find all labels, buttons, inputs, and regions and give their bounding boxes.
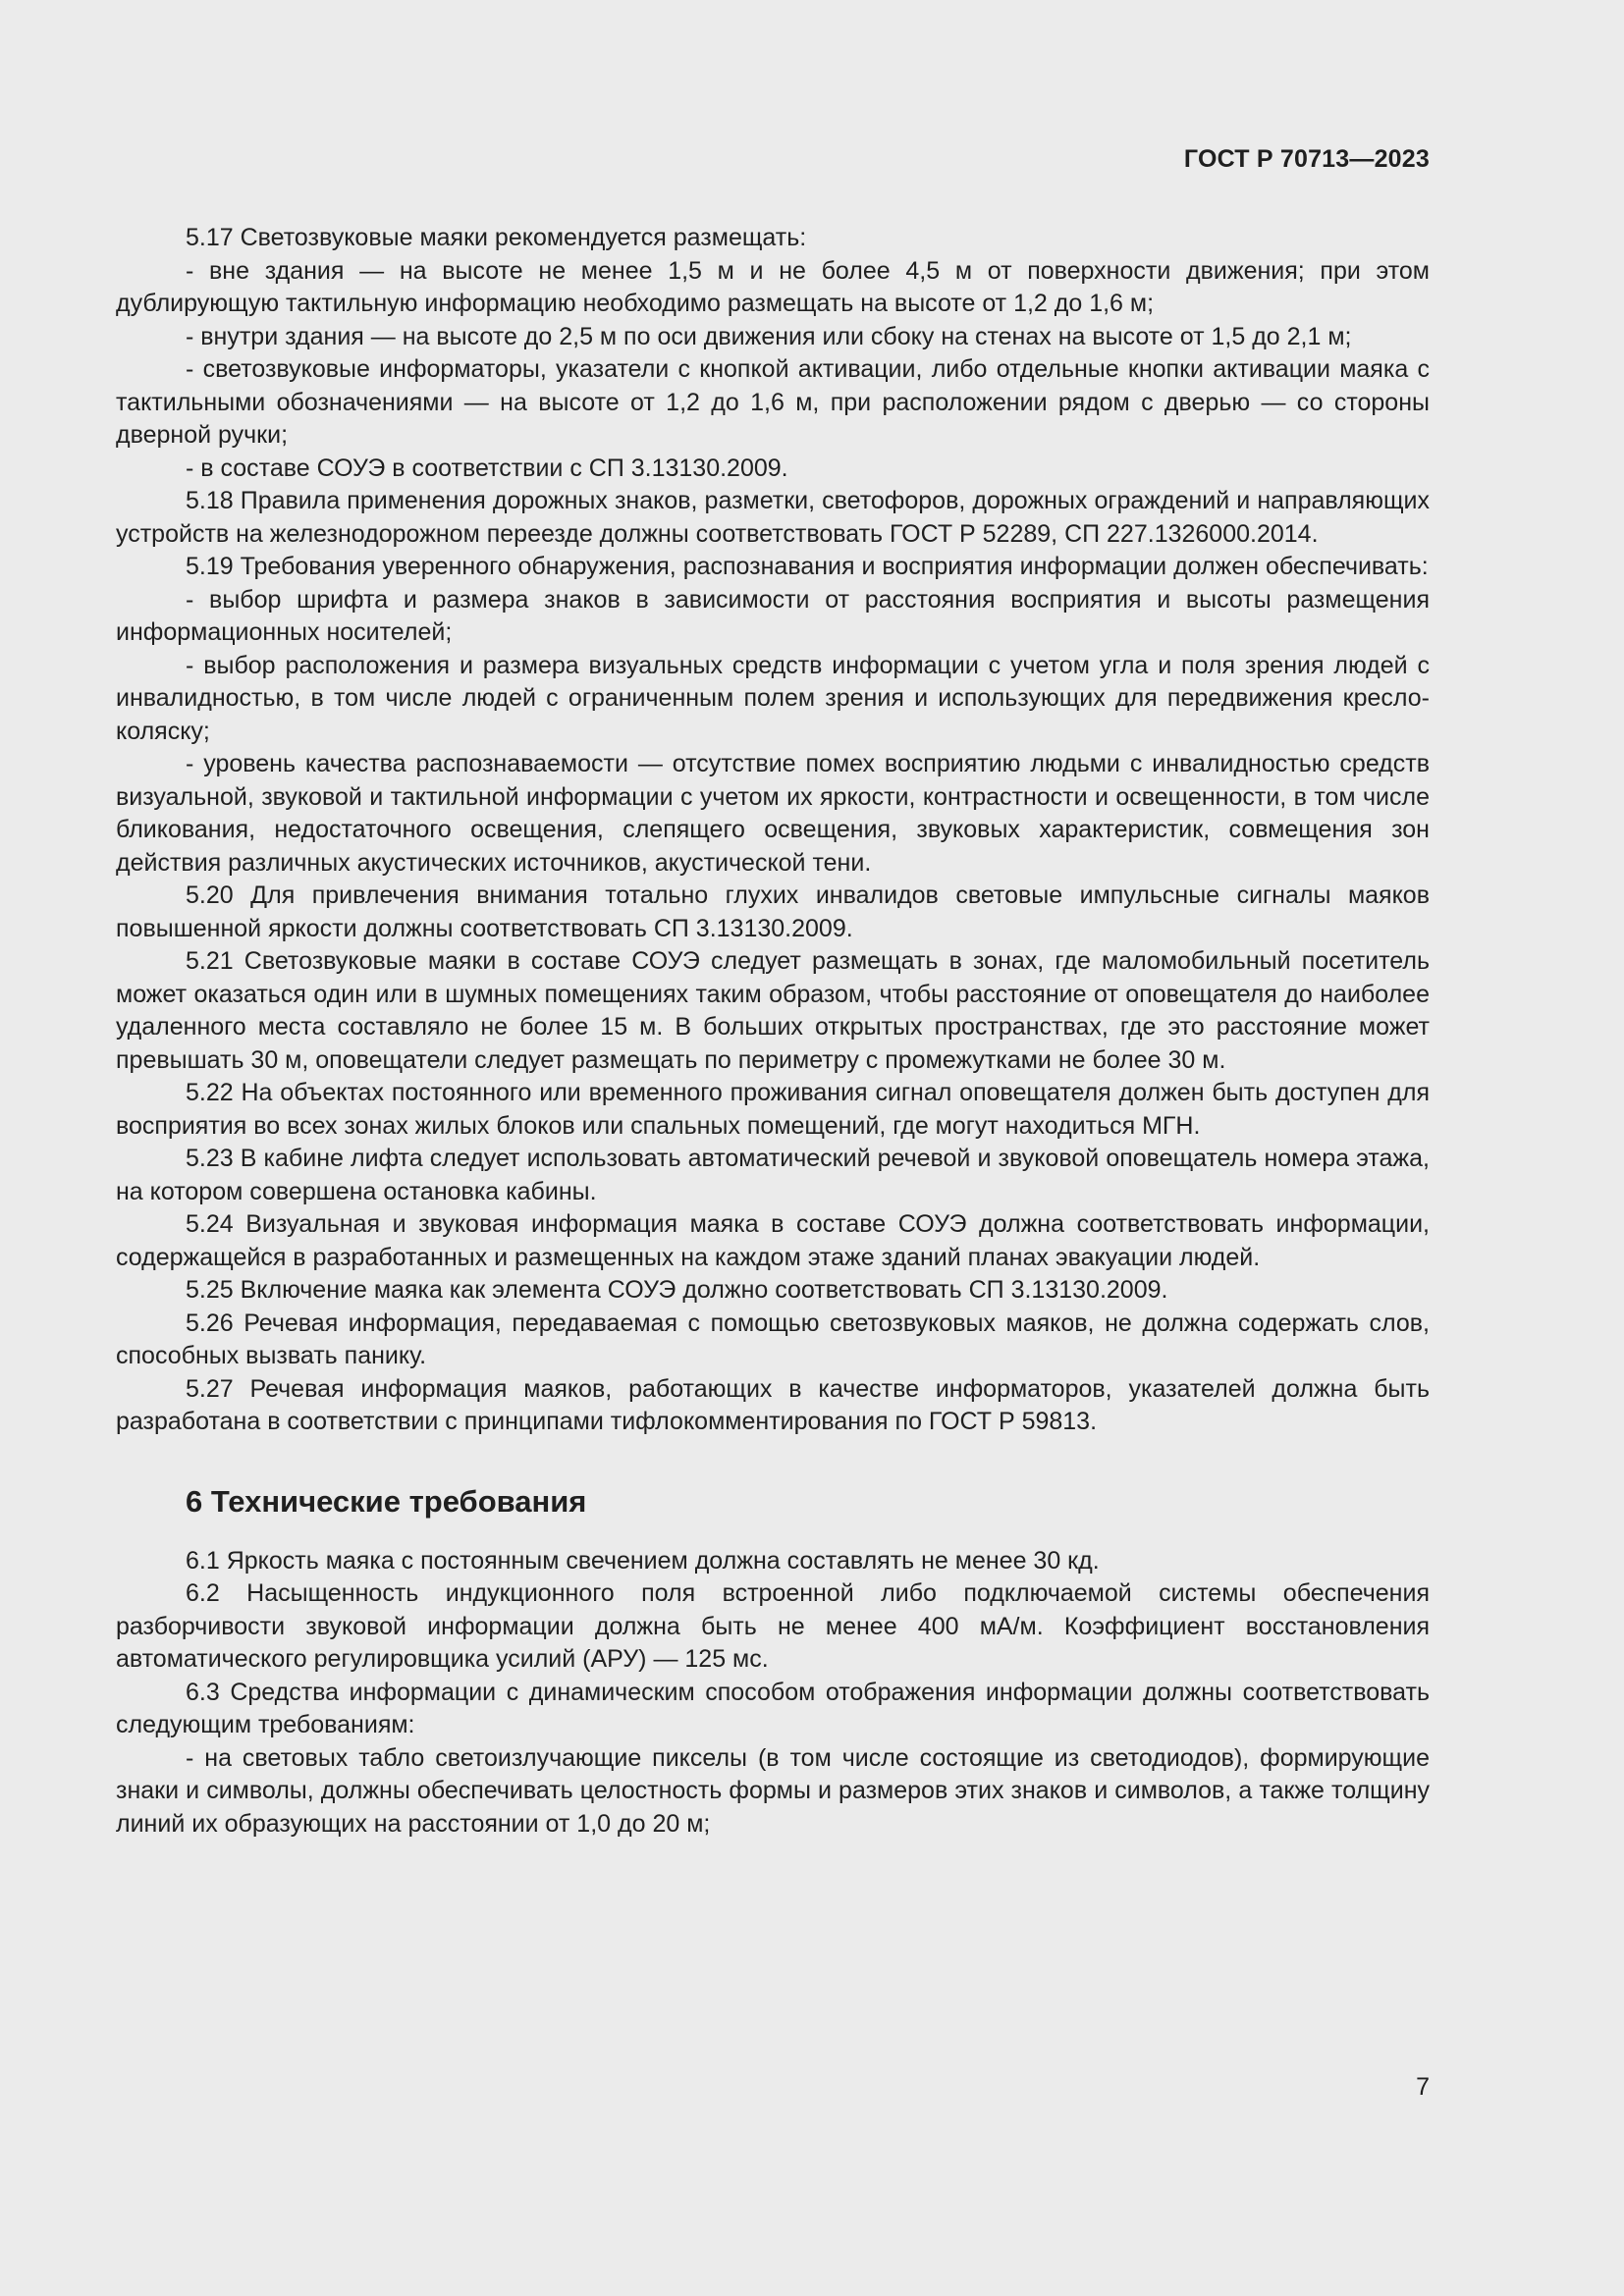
clause-5-19: 5.19 Требования уверенного обнаружения, распознавания и восприятия информации должен обеспечивать: bbox=[186, 553, 1429, 580]
page-number: 7 bbox=[1416, 2073, 1430, 2101]
clause-5-24: 5.24 Визуальная и звуковая информация маяка в составе СОУЭ должна соответствовать информации, содержащейся в разработанных и размещенных на каждом этаже зданий планах эвакуации людей. bbox=[116, 1210, 1430, 1271]
clause-5-23: 5.23 В кабине лифта следует использовать автоматический речевой и звуковой оповещатель номера этажа, на котором совершена остановка кабины. bbox=[116, 1145, 1430, 1205]
list-item: - на световых табло светоизлучающие пикселы (в том числе состоящие из светодиодов), формирующие знаки и символы, должны обеспечивать целостность формы и размеров этих знаков и символов, а также толщину линий их образующих на расстоянии от 1,0 до 20 м; bbox=[116, 1743, 1430, 1838]
clause-5-17: 5.17 Светозвуковые маяки рекомендуется размещать: bbox=[186, 224, 807, 251]
clause-6-1: 6.1 Яркость маяка с постоянным свечением должна составлять не менее 30 кд. bbox=[186, 1546, 1100, 1575]
list-item: - выбор шрифта и размера знаков в зависимости от расстояния восприятия и высоты размещения информационных носителей; bbox=[116, 585, 1430, 646]
section-heading: 6 Технические требования bbox=[186, 1483, 587, 1519]
list-item: - вне здания — на высоте не менее 1,5 м и не более 4,5 м от поверхности движения; при этом дублирующую тактильную информацию необходимо размещать на высоте от 1,2 до 1,6 м; bbox=[116, 256, 1430, 317]
list-item: - уровень качества распознаваемости — отсутствие помех восприятию людьми с инвалидностью средств визуальной, звуковой и тактильной информации с учетом их яркости, контрастности и освещенности, в том числе бликования, недостаточного освещения, слепящего освещения, звуковых характеристик, совмещения зон действия различных акустических источников, акустической тени. bbox=[116, 750, 1430, 877]
list-item: - светозвуковые информаторы, указатели с кнопкой активации, либо отдельные кнопки активации маяка с тактильными обозначениями — на высоте от 1,2 до 1,6 м, при расположении рядом с дверью — со стороны дверной ручки; bbox=[116, 355, 1430, 449]
clause-5-26: 5.26 Речевая информация, передаваемая с помощью светозвуковых маяков, не должна содержать слов, способных вызвать панику. bbox=[116, 1308, 1430, 1369]
clause-5-22: 5.22 На объектах постоянного или временного проживания сигнал оповещателя должен быть доступен для восприятия во всех зонах жилых блоков или спальных помещений, где могут находиться МГН. bbox=[116, 1079, 1430, 1140]
clause-6-2: 6.2 Насыщенность индукционного поля встроенной либо подключаемой системы обеспечения разборчивости звуковой информации должна быть не менее 400 мА/м. Коэффициент восстановления автоматического регулировщика усилий (АРУ) — 125 мс. bbox=[116, 1579, 1430, 1673]
document-body bbox=[116, 222, 1430, 1841]
list-item: - внутри здания — на высоте до 2,5 м по оси движения или сбоку на стенах на высоте от 1,5 до 2,1 м; bbox=[186, 322, 1352, 350]
clause-5-25: 5.25 Включение маяка как элемента СОУЭ должно соответствовать СП 3.13130.2009. bbox=[186, 1276, 1168, 1304]
list-item: - в составе СОУЭ в соответствии с СП 3.13130.2009. bbox=[186, 454, 788, 482]
clause-5-20: 5.20 Для привлечения внимания тотально глухих инвалидов световые импульсные сигналы маяков повышенной яркости должны соответствовать СП 3.13130.2009. bbox=[116, 881, 1430, 942]
list-item: - выбор расположения и размера визуальных средств информации с учетом угла и поля зрения людей с инвалидностью, в том числе людей с ограниченным полем зрения и использующих для передвижения кресло-коляску; bbox=[116, 651, 1430, 745]
clause-5-21: 5.21 Светозвуковые маяки в составе СОУЭ следует размещать в зонах, где маломобильный посетитель может оказаться один или в шумных помещениях таким образом, чтобы расстояние от оповещателя до наиболее удаленного места составляло не более 15 м. В больших открытых пространствах, где это расстояние может превышать 30 м, оповещатели следует размещать по периметру с промежутками не более 30 м. bbox=[116, 947, 1430, 1074]
standard-designation: ГОСТ Р 70713—2023 bbox=[1183, 145, 1430, 173]
clause-5-18: 5.18 Правила применения дорожных знаков, разметки, светофоров, дорожных ограждений и направляющих устройств на железнодорожном переезде должны соответствовать ГОСТ Р 52289, СП 227.1326000.2014. bbox=[116, 487, 1430, 548]
clause-6-3: 6.3 Средства информации с динамическим способом отображения информации должны соответствовать следующим требованиям: bbox=[116, 1678, 1430, 1738]
clause-5-27: 5.27 Речевая информация маяков, работающих в качестве информаторов, указателей должна быть разработана в соответствии с принципами тифлокомментирования по ГОСТ Р 59813. bbox=[116, 1374, 1430, 1435]
